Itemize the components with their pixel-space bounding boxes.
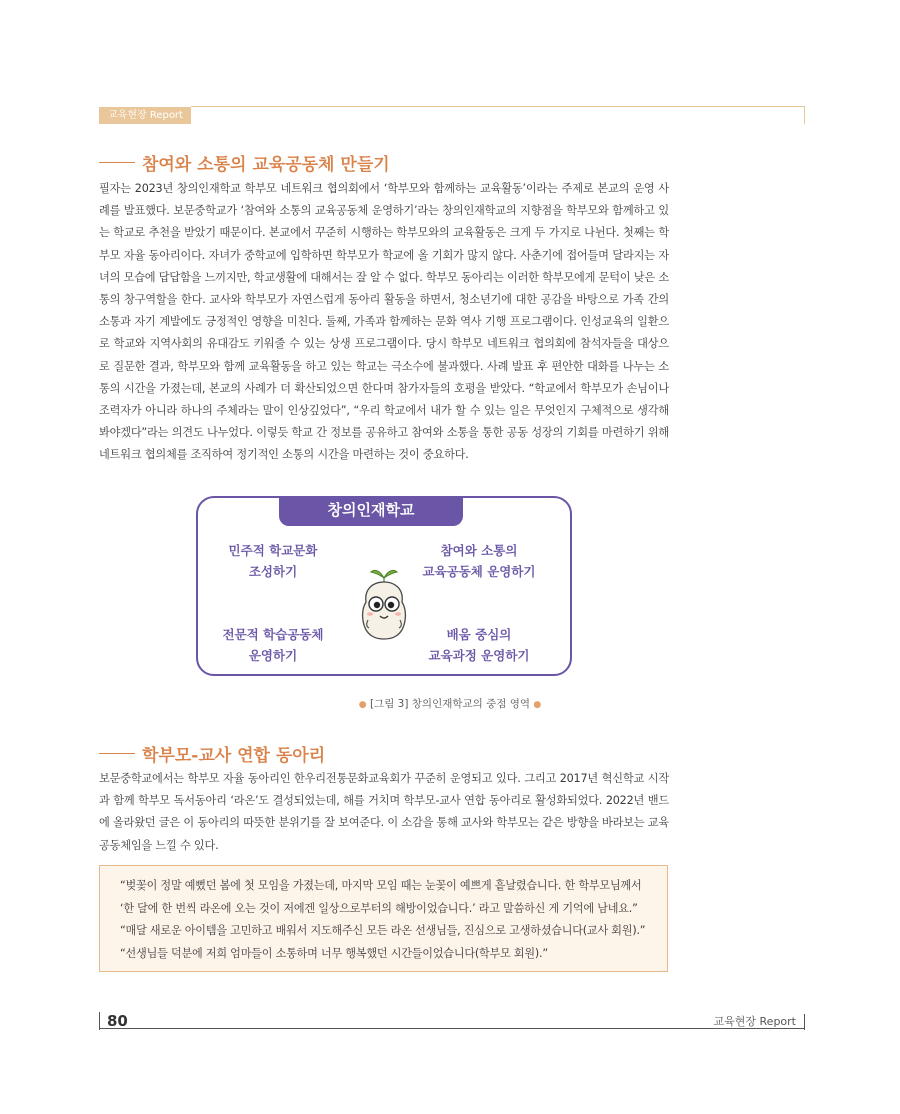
quote-line: “선생님들 덕분에 저희 엄마들이 소통하며 너무 행복했던 시간들이었습니다(학부모 회원).”	[120, 946, 548, 960]
diagram-item-line: 배움 중심의	[446, 627, 512, 642]
title-dash	[99, 162, 135, 163]
footer-label: 교육현장 Report	[714, 1014, 805, 1030]
diagram-item-line: 교육공동체 운영하기	[422, 564, 536, 579]
sprout-mascot-icon	[356, 564, 412, 642]
section2-title-text: 학부모-교사 연합 동아리	[142, 746, 326, 766]
quote-line: “매달 새로운 아이템을 고민하고 배워서 지도해주신 모든 라온 선생님들, 진심으로 고생하셨습니다(교사 회원).”	[120, 924, 646, 938]
diagram-item-democratic-culture	[188, 540, 358, 582]
diagram-item-line: 조성하기	[248, 564, 298, 579]
header-rule	[191, 106, 805, 107]
school-focus-diagram	[196, 496, 572, 676]
diagram-item-curriculum	[394, 624, 564, 666]
header-tag: 교육현장 Report	[99, 107, 191, 124]
diagram-item-line: 운영하기	[248, 648, 298, 663]
header-rule-end	[804, 106, 805, 124]
diagram-item-participation	[394, 540, 564, 582]
quote-line: “벚꽃이 정말 예뻤던 봄에 첫 모임을 가졌는데, 마지막 모임 때는 눈꽃이 예쁘게 흩날렸습니다. 한 학부모님께서	[120, 879, 642, 892]
section1-paragraph: 필자는 2023년 창의인재학교 학부모 네트워크 협의회에서 ‘학부모와 함께하는 교육활동’이라는 주제로 본교의 운영 사례를 발표했다. 보문중학교가 ‘참여와 소통의 교육공동체 운영하기’라는 창의인재학교의 지향점을 학부모와 함께하고 있는 학교로 추천을 받았기 때문이다. 본교에서 꾸준히 시행하는 학부모와의 교육활동은 크게 두 가지로 나뉜다. 첫째는 학부모 자율 동아리이다. 자녀가 중학교에 입학하면 학부모가 학교에 올 기회가 많지 않다. 사춘기에 접어들며 달라지는 자녀의 모습에 답답함을 느끼지만, 학교생활에 대해서는 잘 알 수 없다. 학부모 동아리는 이러한 학부모에게 문턱이 낮은 소통의 창구역할을 한다. 교사와 학부모가 자연스럽게 동아리 활동을 하면서, 청소년기에 대한 공감을 바탕으로 가족 간의 소통과 자기 계발에도 긍정적인 영향을 미친다. 둘째, 가족과 함께하는 문화 역사 기행 프로그램이다. 인성교육의 일환으로 학교와 지역사회의 유대감도 키워줄 수 있는 상생 프로그램이다. 당시 학부모 네트워크 협의회에 참석자들을 대상으로 질문한 결과, 학부모와 함께 교육활동을 하고 있는 학교는 극소수에 불과했다. 사례 발표 후 편안한 대화를 나누는 소통의 시간을 가졌는데, 본교의 사례가 더 확산되었으면 한다며 참가자들의 호평을 받았다. “학교에서 학부모가 손님이나 조력자가 아니라 하나의 주체라는 말이 인상깊었다”, “우리 학교에서 내가 할 수 있는 일은 무엇인지 구체적으로 생각해봐야겠다”라는 의견도 나누었다. 이렇듯 학교 간 정보를 공유하고 참여와 소통을 통한 공동 성장의 기회를 마련하기 위해 네트워크 협의체를 조직하여 정기적인 소통의 시간을 마련하는 것이 중요하다.	[99, 182, 669, 462]
section2-title	[99, 741, 325, 766]
section2-paragraph: 보문중학교에서는 학부모 자율 동아리인 한우리전통문화교육회가 꾸준히 운영되고 있다. 그리고 2017년 혁신학교 시작과 함께 학부모 독서동아리 ‘라온’도 결성되었는데, 해를 거치며 학부모-교사 연합 동아리로 활성화되었다. 2022년 밴드에 올라왔던 글은 이 동아리의 따뜻한 분위기를 잘 보여준다. 이 소감을 통해 교사와 학부모는 같은 방향을 바라보는 교육공동체임을 느낄 수 있다.	[99, 772, 669, 852]
diagram-item-line: 교육과정 운영하기	[428, 648, 530, 663]
quote-box	[99, 865, 668, 972]
page-number: 80	[99, 1012, 128, 1030]
section1-title-text: 참여와 소통의 교육공동체 만들기	[142, 155, 390, 175]
footer-rule	[99, 1028, 805, 1029]
caption-bullet-icon: ●	[358, 700, 367, 710]
caption-bullet-icon: ●	[533, 700, 542, 710]
diagram-item-learning-community	[188, 624, 358, 666]
quote-line: ‘한 달에 한 번씩 라온에 오는 것이 저에겐 일상으로부터의 해방이었습니다.’ 라고 말씀하신 게 기억에 남네요.”	[120, 901, 638, 915]
section1-title	[99, 150, 390, 175]
diagram-title: 창의인재학교	[279, 496, 463, 526]
caption-text: [그림 3] 창의인재학교의 중점 영역	[369, 698, 531, 710]
figure-caption	[0, 696, 900, 711]
diagram-item-line: 전문적 학습공동체	[222, 627, 324, 642]
title-dash	[99, 753, 135, 754]
diagram-item-line: 민주적 학교문화	[228, 543, 318, 558]
diagram-item-line: 참여와 소통의	[440, 543, 518, 558]
